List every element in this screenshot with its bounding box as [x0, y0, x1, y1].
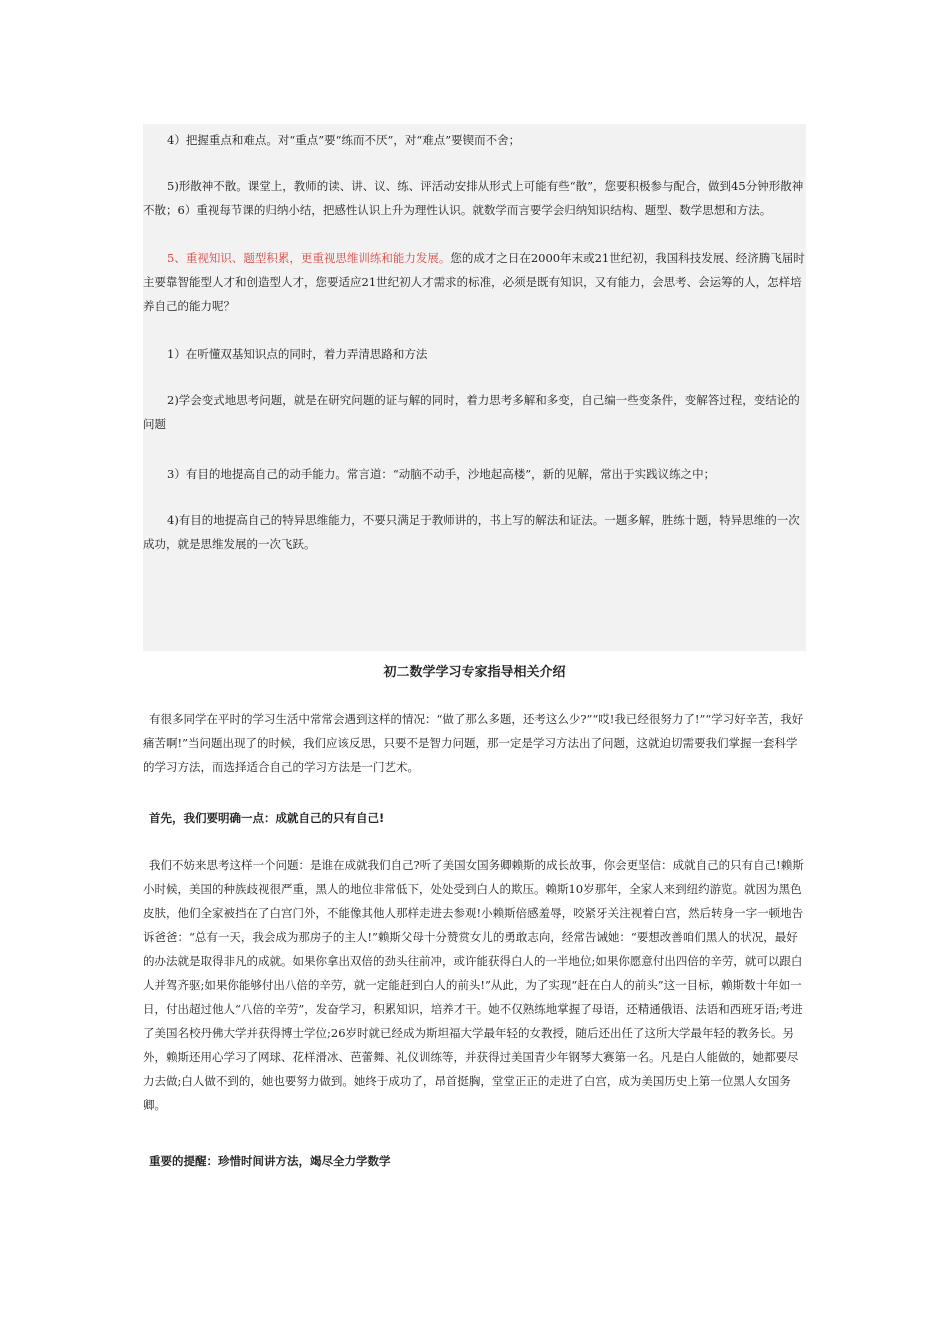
section-heading-1: 首先，我们要明确一点：成就自己的只有自己!: [149, 811, 385, 825]
story-paragraph: 我们不妨来思考这样一个问题：是谁在成就我们自己?听了美国女国务卿赖斯的成长故事，你会更坚信：成就自己的只有自己!赖斯小时候，美国的种族歧视很严重，黑人的地位非常低下，处处受到白人的欺压。赖斯10岁那年，全家人来到纽约游览。就因为黑色皮肤，他们全家被挡在了白宫门外，不能像其他人那样走进去参观!小赖斯倍感羞辱，咬紧牙关注视着白宫，然后转身一字一顿地告诉爸爸：“总有一天，我会成为那房子的主人!”赖斯父母十分赞赏女儿的勇敢志向，经常告诫她：“要想改善咱们黑人的状况，最好的办法就是取得非凡的成就。如果你拿出双倍的劲头往前冲，或许能获得白人的一半地位;如果你愿意付出四倍的辛劳，就可以跟白人并驾齐驱;如果你能够付出八倍的辛劳，就一定能赶到白人的前头!”从此，为了实现“赶在白人的前头”这一目标，赖斯数十年如一日，付出超过他人“八倍的辛劳”，发奋学习，积累知识，培养才干。她不仅熟练地掌握了母语，还精通俄语、法语和西班牙语;考进了美国名校丹佛大学并获得博士学位;26岁时就已经成为斯坦福大学最年轻的女教授，随后还出任了这所大学最年轻的教务长。另外，赖斯还用心学习了网球、花样滑冰、芭蕾舞、礼仪训练等，并获得过美国青少年钢琴大赛第一名。凡是白人能做的，她都要尽力去做;白人做不到的，她也要努力做到。她终于成功了，昂首挺胸，堂堂正正的走进了白宫，成为美国历史上第一位黑人女国务卿。: [143, 858, 804, 1112]
paragraph-key-points: 4）把握重点和难点。对“重点”要“练而不厌”，对“难点”要锲而不舍；: [167, 133, 521, 147]
section-heading-2: 重要的提醒：珍惜时间讲方法，竭尽全力学数学: [149, 1154, 391, 1168]
paragraph-item-3: 3）有目的地提高自己的动手能力。常言道：“动脑不动手，沙地起高楼”，新的见解，常出于实践议练之中；: [167, 467, 716, 481]
paragraph-item-4: 4)有目的地提高自己的特异思维能力，不要只满足于教师讲的，书上写的解法和证法。一题多解，胜练十题，特异思维的一次成功，就是思维发展的一次飞跃。: [143, 513, 800, 551]
red-highlight-text: 5、重视知识、题型积累，更重视思维训练和能力发展。: [167, 251, 451, 265]
paragraph-knowledge-ability: [143, 246, 806, 318]
paragraph-item-1: 1）在听懂双基知识点的同时，着力弄清思路和方法: [167, 347, 428, 361]
article-title: 初二数学学习专家指导相关介绍: [383, 665, 566, 680]
paragraph-item-2: 2)学会变式地思考问题，就是在研究问题的证与解的同时，着力思考多解和多变，自己编一些变条件，变解答过程，变结论的问题: [143, 393, 800, 431]
paragraph-form-spirit: 5)形散神不散。课堂上，教师的读、讲、议、练、评活动安排从形式上可能有些“散”，您要积极参与配合，做到45分钟形散神不散；6）重视每节课的归纳小结，把感性认识上升为理性认识。就数学而言要学会归纳知识结构、题型、数学思想和方法。: [143, 179, 804, 217]
paragraph-text: 您的成才之日在2000年末或21世纪初，我国科技发展、经济腾飞届时主要靠智能型人才和创造型人才，您要适应21世纪初人才需求的标准，必须是既有知识，又有能力，会思考、会运筹的人，怎样培养自己的能力呢？: [143, 251, 805, 313]
highlighted-section: [143, 124, 806, 651]
intro-paragraph: 有很多同学在平时的学习生活中常常会遇到这样的情况：“做了那么多题，还考这么少?”“哎!我已经很努力了!”“学习好辛苦，我好痛苦啊!”当问题出现了的时候，我们应该反思，只要不是智力问题，那一定是学习方法出了问题，这就迫切需要我们掌握一套科学的学习方法，而选择适合自己的学习方法是一门艺术。: [143, 712, 804, 774]
